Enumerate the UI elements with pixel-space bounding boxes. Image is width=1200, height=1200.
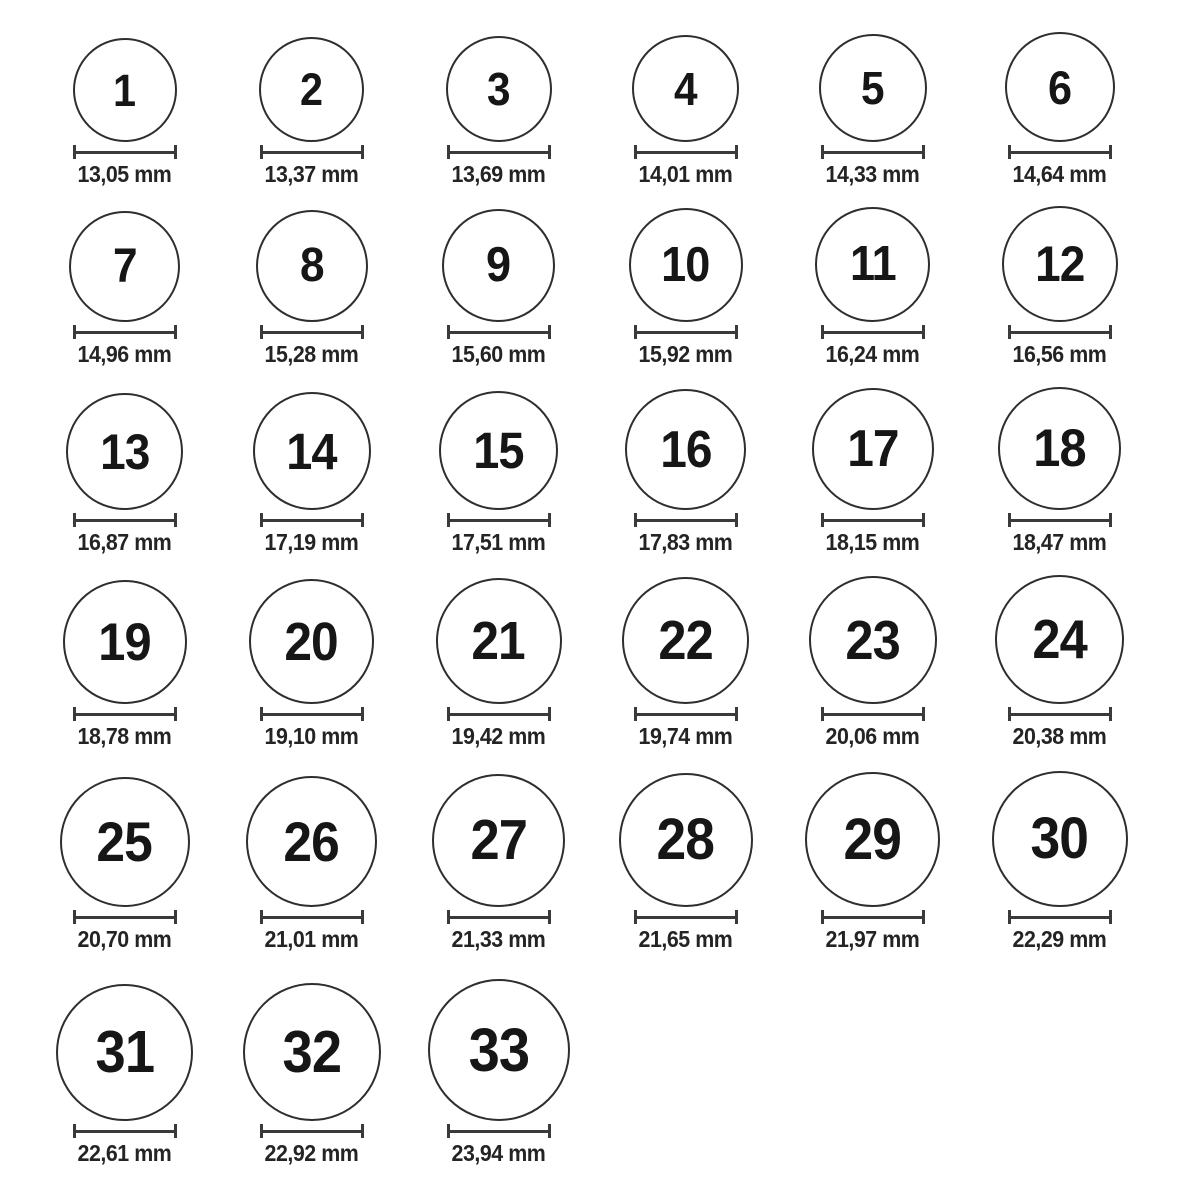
diameter-measure-line [447, 513, 551, 527]
ring-size-number: 29 [843, 806, 902, 872]
measure-tick-right-icon [174, 1124, 177, 1138]
ring-size-item [992, 771, 1128, 968]
diameter-label: 22,29 mm [1012, 926, 1107, 952]
diameter-label: 22,92 mm [264, 1140, 359, 1166]
diameter-label: 20,38 mm [1012, 723, 1107, 749]
ring-size-number: 21 [471, 611, 526, 671]
ring-size-number: 27 [470, 808, 527, 872]
ring-size-number: 33 [468, 1015, 529, 1084]
diameter-measure-line [260, 513, 364, 527]
measure-tick-right-icon [361, 707, 364, 721]
measure-bar [821, 713, 925, 716]
measure-tick-right-icon [548, 145, 551, 159]
measure-tick-right-icon [548, 1124, 551, 1138]
ring-size-item [819, 34, 927, 190]
measure-tick-right-icon [1109, 910, 1112, 924]
measure-bar [73, 1130, 177, 1133]
diameter-label: 17,19 mm [264, 529, 359, 555]
ring-size-number: 12 [1034, 236, 1085, 292]
ring-size-item [66, 393, 183, 572]
ring-circle [428, 979, 570, 1121]
ring-size-item [629, 208, 743, 380]
diameter-label: 21,01 mm [264, 926, 359, 952]
ring-size-number: 5 [861, 62, 884, 114]
ring-size-item [625, 389, 746, 572]
diameter-label: 17,51 mm [451, 529, 546, 555]
measure-bar [1008, 713, 1112, 716]
ring-size-number: 17 [846, 420, 899, 478]
diameter-measure-line [73, 145, 177, 159]
measure-tick-right-icon [1109, 145, 1112, 159]
ring-size-number: 1 [113, 64, 136, 116]
ring-size-item [812, 388, 934, 572]
ring-circle [439, 391, 558, 510]
diameter-measure-line [73, 513, 177, 527]
measure-bar [1008, 151, 1112, 154]
diameter-measure-line [447, 707, 551, 721]
ring-size-item [632, 35, 739, 190]
diameter-measure-line [821, 513, 925, 527]
measure-tick-right-icon [361, 325, 364, 339]
diameter-label: 21,97 mm [825, 926, 920, 952]
ring-size-item [63, 580, 187, 768]
ring-size-number: 9 [486, 238, 511, 292]
ring-size-number: 28 [656, 807, 715, 872]
ring-circle [432, 774, 565, 907]
measure-tick-right-icon [361, 910, 364, 924]
measure-tick-right-icon [174, 910, 177, 924]
measure-tick-right-icon [735, 910, 738, 924]
ring-size-item [439, 391, 558, 572]
diameter-label: 14,96 mm [77, 341, 172, 367]
diameter-measure-line [73, 1124, 177, 1138]
measure-bar [260, 519, 364, 522]
diameter-measure-line [634, 145, 738, 159]
ring-circle [819, 34, 927, 142]
measure-tick-right-icon [174, 707, 177, 721]
ring-size-item [243, 983, 381, 1200]
measure-tick-right-icon [922, 910, 925, 924]
chart-row [31, 968, 1200, 1200]
measure-tick-right-icon [361, 145, 364, 159]
ring-circle [249, 579, 374, 704]
measure-bar [73, 713, 177, 716]
ring-size-item [253, 392, 371, 572]
measure-tick-right-icon [922, 145, 925, 159]
ring-size-number: 8 [299, 239, 324, 292]
ring-size-number: 22 [658, 609, 713, 671]
diameter-measure-line [821, 325, 925, 339]
diameter-measure-line [447, 1124, 551, 1138]
measure-bar [821, 331, 925, 334]
ring-circle [629, 208, 743, 322]
diameter-label: 19,42 mm [451, 723, 546, 749]
ring-circle [259, 37, 364, 142]
measure-tick-right-icon [1109, 513, 1112, 527]
ring-circle [992, 771, 1128, 907]
ring-size-item [809, 576, 937, 768]
ring-size-number: 25 [96, 810, 153, 873]
measure-bar [260, 713, 364, 716]
ring-circle [622, 577, 749, 704]
ring-size-number: 10 [661, 237, 710, 292]
measure-bar [821, 519, 925, 522]
measure-bar [1008, 519, 1112, 522]
ring-size-number: 6 [1047, 60, 1072, 114]
measure-tick-right-icon [548, 910, 551, 924]
ring-size-number: 19 [98, 612, 151, 672]
diameter-label: 13,37 mm [264, 161, 359, 187]
ring-size-item [805, 772, 940, 968]
ring-circle [995, 575, 1124, 704]
ring-size-item [60, 777, 190, 968]
ring-size-item [428, 979, 570, 1200]
diameter-measure-line [447, 910, 551, 924]
measure-tick-right-icon [735, 145, 738, 159]
measure-bar [447, 1130, 551, 1133]
ring-size-number: 30 [1030, 806, 1089, 871]
diameter-measure-line [260, 707, 364, 721]
diameter-measure-line [634, 707, 738, 721]
diameter-label: 15,92 mm [638, 341, 733, 367]
diameter-label: 21,65 mm [638, 926, 733, 952]
measure-bar [260, 916, 364, 919]
measure-bar [260, 1130, 364, 1133]
ring-size-item [619, 773, 753, 968]
diameter-label: 15,60 mm [451, 341, 546, 367]
ring-size-item [446, 36, 552, 190]
ring-circle [69, 211, 180, 322]
ring-circle [812, 388, 934, 510]
ring-size-item [1002, 206, 1118, 380]
chart-row [31, 190, 1200, 380]
measure-tick-right-icon [361, 513, 364, 527]
ring-size-item [995, 575, 1124, 768]
measure-bar [260, 331, 364, 334]
measure-tick-right-icon [922, 707, 925, 721]
measure-tick-right-icon [735, 707, 738, 721]
diameter-label: 20,70 mm [77, 926, 172, 952]
measure-tick-right-icon [361, 1124, 364, 1138]
ring-size-number: 11 [849, 237, 896, 291]
diameter-measure-line [1008, 910, 1112, 924]
diameter-measure-line [821, 910, 925, 924]
ring-size-item [256, 210, 368, 380]
ring-circle [66, 393, 183, 510]
diameter-measure-line [260, 325, 364, 339]
diameter-measure-line [73, 910, 177, 924]
ring-size-item [442, 209, 555, 380]
ring-circle [1002, 206, 1118, 322]
measure-bar [447, 916, 551, 919]
ring-circle [1005, 32, 1115, 142]
ring-circle [63, 580, 187, 704]
ring-size-number: 3 [487, 63, 510, 115]
ring-size-item [436, 578, 562, 768]
diameter-measure-line [821, 707, 925, 721]
measure-tick-right-icon [922, 513, 925, 527]
ring-size-number: 24 [1032, 608, 1087, 670]
diameter-label: 15,28 mm [264, 341, 359, 367]
diameter-label: 16,24 mm [825, 341, 920, 367]
ring-size-item [69, 211, 180, 380]
ring-circle [815, 207, 930, 322]
measure-bar [73, 916, 177, 919]
ring-size-item [815, 207, 930, 380]
measure-tick-right-icon [174, 325, 177, 339]
ring-size-item [259, 37, 364, 190]
ring-circle [256, 210, 368, 322]
measure-bar [447, 331, 551, 334]
measure-tick-right-icon [174, 145, 177, 159]
measure-tick-right-icon [548, 325, 551, 339]
measure-bar [634, 519, 738, 522]
ring-circle [805, 772, 940, 907]
measure-tick-right-icon [548, 707, 551, 721]
ring-circle [446, 36, 552, 142]
diameter-measure-line [1008, 325, 1112, 339]
measure-bar [634, 713, 738, 716]
ring-size-number: 7 [112, 239, 137, 293]
ring-size-number: 23 [845, 608, 900, 671]
measure-bar [634, 151, 738, 154]
ring-size-number: 14 [286, 422, 337, 480]
measure-bar [447, 151, 551, 154]
diameter-label: 16,56 mm [1012, 341, 1107, 367]
ring-circle [246, 776, 377, 907]
ring-size-item [73, 38, 177, 190]
ring-size-item [622, 577, 749, 768]
measure-bar [1008, 916, 1112, 919]
measure-tick-right-icon [922, 325, 925, 339]
diameter-measure-line [447, 325, 551, 339]
ring-circle [56, 984, 193, 1121]
diameter-label: 18,15 mm [825, 529, 920, 555]
diameter-measure-line [634, 325, 738, 339]
diameter-label: 13,69 mm [451, 161, 546, 187]
measure-tick-right-icon [174, 513, 177, 527]
measure-bar [260, 151, 364, 154]
ring-circle [253, 392, 371, 510]
diameter-measure-line [634, 513, 738, 527]
ring-size-number: 16 [659, 420, 712, 479]
ring-size-item [56, 984, 193, 1200]
ring-size-item [432, 774, 565, 968]
diameter-measure-line [634, 910, 738, 924]
diameter-measure-line [260, 145, 364, 159]
diameter-label: 17,83 mm [638, 529, 733, 555]
ring-circle [632, 35, 739, 142]
ring-size-item [246, 776, 377, 968]
measure-tick-right-icon [548, 513, 551, 527]
diameter-measure-line [1008, 707, 1112, 721]
diameter-measure-line [260, 910, 364, 924]
diameter-measure-line [73, 707, 177, 721]
measure-bar [447, 519, 551, 522]
ring-circle [73, 38, 177, 142]
ring-circle [625, 389, 746, 510]
ring-circle [442, 209, 555, 322]
ring-size-number: 26 [283, 809, 340, 873]
measure-bar [821, 916, 925, 919]
chart-row [31, 380, 1200, 572]
diameter-label: 16,87 mm [77, 529, 172, 555]
ring-size-number: 31 [95, 1019, 154, 1085]
measure-tick-right-icon [1109, 707, 1112, 721]
measure-bar [73, 331, 177, 334]
ring-circle [436, 578, 562, 704]
ring-size-number: 2 [300, 64, 323, 115]
diameter-label: 20,06 mm [825, 723, 920, 749]
ring-size-item [998, 387, 1121, 572]
ring-circle [619, 773, 753, 907]
measure-bar [1008, 331, 1112, 334]
measure-bar [634, 331, 738, 334]
diameter-label: 19,74 mm [638, 723, 733, 749]
diameter-label: 21,33 mm [451, 926, 546, 952]
ring-size-number: 13 [99, 423, 150, 480]
ring-circle [243, 983, 381, 1121]
diameter-label: 13,05 mm [77, 161, 172, 187]
diameter-measure-line [1008, 513, 1112, 527]
diameter-label: 22,61 mm [77, 1140, 172, 1166]
measure-bar [634, 916, 738, 919]
measure-bar [73, 151, 177, 154]
ring-size-item [249, 579, 374, 768]
diameter-measure-line [73, 325, 177, 339]
ring-circle [809, 576, 937, 704]
chart-row [31, 768, 1200, 968]
ring-size-number: 15 [473, 422, 524, 479]
measure-bar [821, 151, 925, 154]
ring-size-number: 18 [1033, 419, 1086, 478]
diameter-measure-line [821, 145, 925, 159]
diameter-label: 18,47 mm [1012, 529, 1107, 555]
diameter-measure-line [260, 1124, 364, 1138]
diameter-label: 14,33 mm [825, 161, 920, 187]
measure-tick-right-icon [1109, 325, 1112, 339]
ring-size-number: 20 [284, 611, 339, 672]
diameter-measure-line [447, 145, 551, 159]
chart-row [31, 0, 1200, 190]
ring-size-number: 4 [674, 62, 697, 115]
diameter-label: 18,78 mm [77, 723, 172, 749]
diameter-label: 14,64 mm [1012, 161, 1107, 187]
measure-bar [447, 713, 551, 716]
measure-tick-right-icon [735, 325, 738, 339]
diameter-label: 23,94 mm [451, 1140, 546, 1166]
measure-tick-right-icon [735, 513, 738, 527]
ring-circle [60, 777, 190, 907]
chart-row [31, 572, 1200, 768]
ring-circle [998, 387, 1121, 510]
ring-size-number: 32 [282, 1018, 341, 1085]
measure-bar [73, 519, 177, 522]
diameter-label: 19,10 mm [264, 723, 359, 749]
diameter-measure-line [1008, 145, 1112, 159]
ring-size-item [1005, 32, 1115, 190]
diameter-label: 14,01 mm [638, 161, 733, 187]
